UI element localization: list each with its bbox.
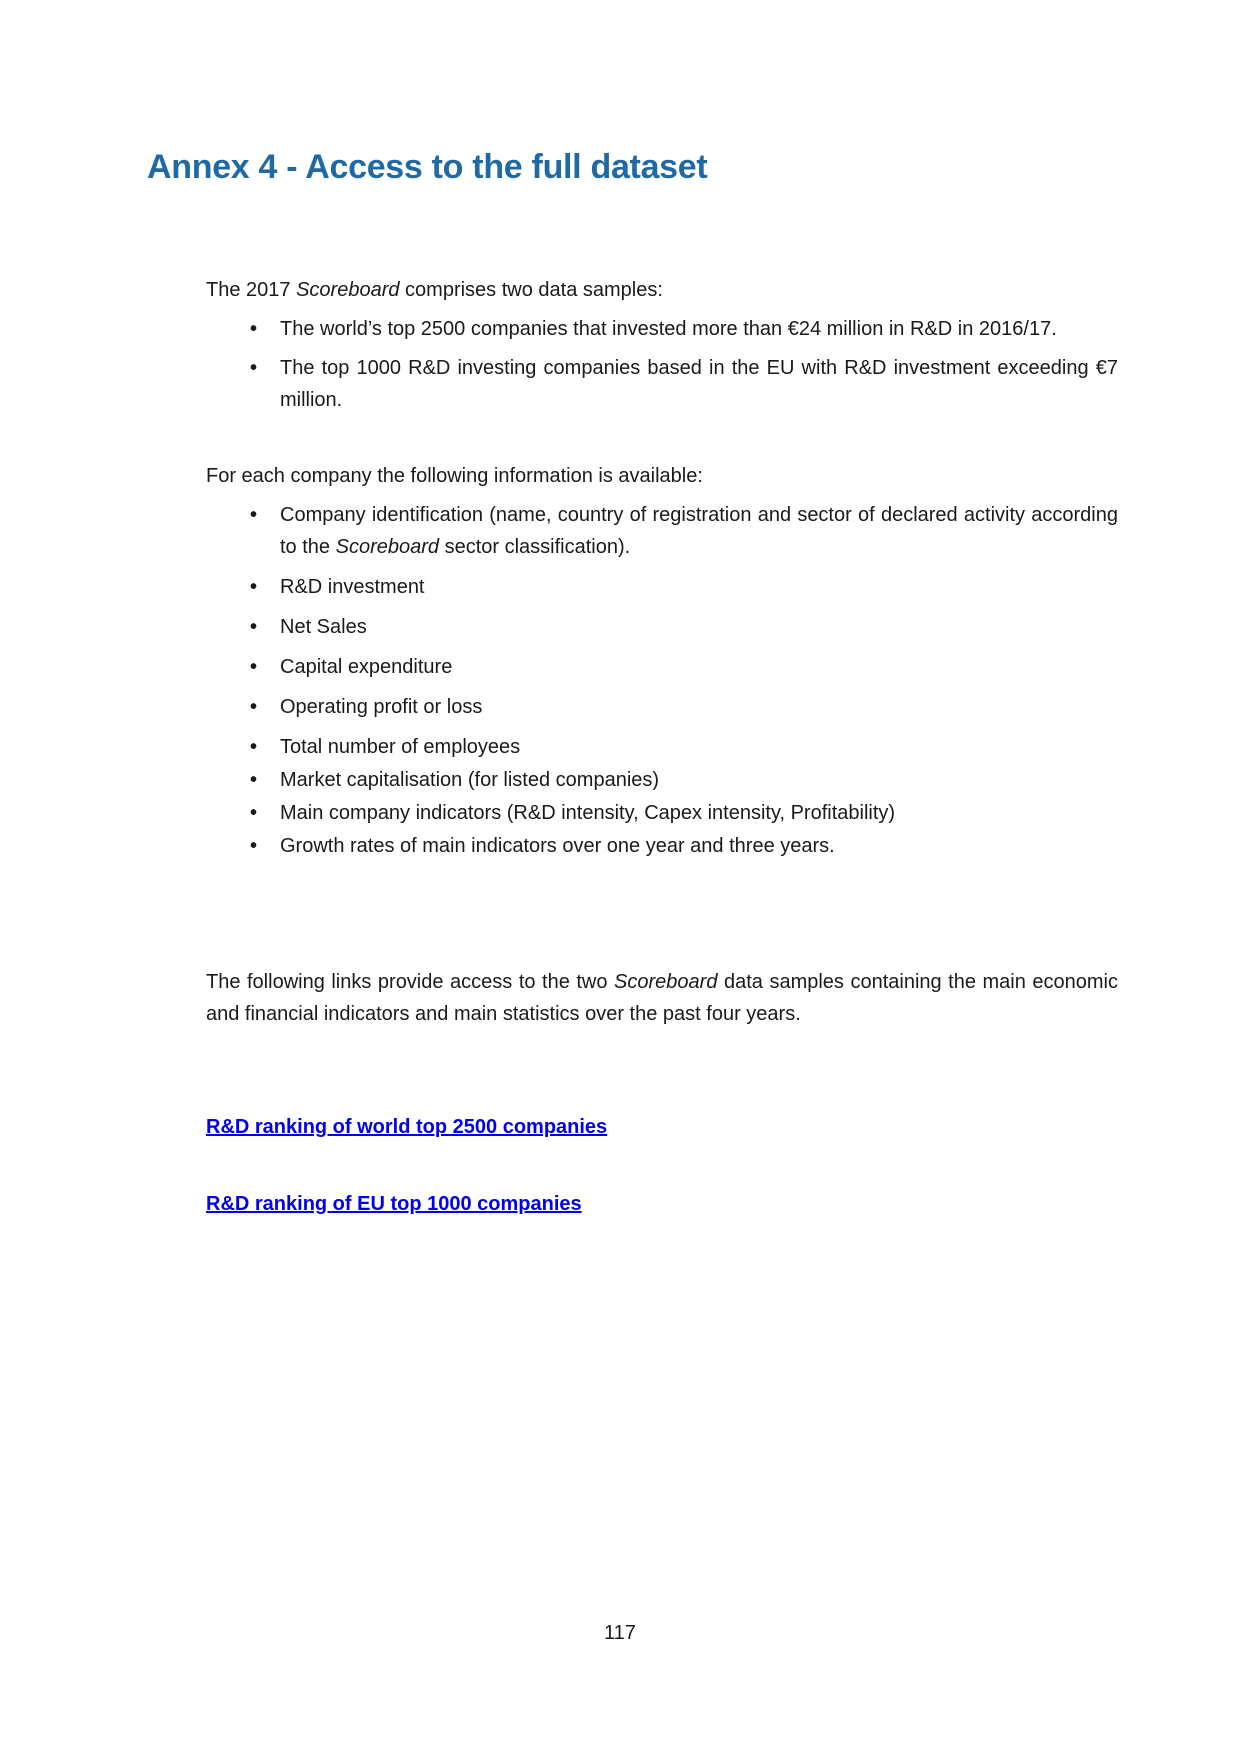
intro-text-after: comprises two data samples: — [399, 279, 663, 301]
list-item — [206, 691, 1118, 723]
info-list — [206, 499, 1118, 863]
bullet-icon: • — [250, 802, 258, 824]
intro-text-italic: Scoreboard — [296, 279, 400, 301]
list-item-text: Market capitalisation (for listed companies) — [280, 769, 660, 791]
bullet-icon: • — [250, 616, 258, 638]
page-title: Annex 4 - Access to the full dataset — [147, 148, 708, 186]
list-item-text-after: sector classification). — [439, 536, 631, 558]
list-item — [206, 313, 1118, 345]
list-item — [206, 764, 1118, 796]
links-text-before: The following links provide access to the two — [206, 971, 615, 993]
list-item-text: R&D investment — [280, 576, 425, 598]
links-paragraph — [206, 966, 1118, 1030]
list-item — [206, 651, 1118, 683]
list-item-text-italic: Scoreboard — [335, 536, 440, 558]
list-item-text: Main company indicators (R&D intensity, Capex intensity, Profitability) — [280, 802, 896, 824]
links-text-after: data samples containing the main economic and financial indicators and main statistics over the past four years. — [206, 971, 1119, 1025]
list-item-text-before: Company identification (name, country of registration and sector of declared activity according to the — [280, 504, 1118, 558]
bullet-icon: • — [250, 696, 258, 718]
links-text-italic: Scoreboard — [614, 971, 718, 993]
list-item-text: The top 1000 R&D investing companies based in the EU with R&D investment exceeding €7 million. — [280, 357, 1118, 411]
list-item-text: Net Sales — [280, 616, 367, 638]
list-item-text: Operating profit or loss — [280, 696, 483, 718]
list-item-text: Capital expenditure — [280, 656, 453, 678]
page-number: 117 — [604, 1622, 636, 1644]
bullet-icon: • — [250, 318, 258, 340]
world-top-2500-link[interactable]: R&D ranking of world top 2500 companies — [206, 1116, 608, 1138]
list-item-text: The world’s top 2500 companies that invested more than €24 million in R&D in 2016/17. — [280, 318, 1057, 340]
list-item — [206, 571, 1118, 603]
list-item — [206, 797, 1118, 829]
intro-paragraph — [206, 274, 1118, 306]
list-item — [206, 830, 1118, 862]
list-item-text: Growth rates of main indicators over one year and three years. — [280, 835, 835, 857]
bullet-icon: • — [250, 357, 258, 379]
list-item-text: Total number of employees — [280, 736, 521, 758]
samples-list — [206, 313, 1118, 423]
bullet-icon: • — [250, 835, 258, 857]
bullet-icon: • — [250, 576, 258, 598]
bullet-icon: • — [250, 736, 258, 758]
bullet-icon: • — [250, 656, 258, 678]
list-item — [206, 611, 1118, 643]
list-item — [206, 352, 1118, 416]
bullet-icon: • — [250, 769, 258, 791]
eu-top-1000-link[interactable]: R&D ranking of EU top 1000 companies — [206, 1193, 582, 1215]
bullet-icon: • — [250, 504, 258, 526]
info-intro-paragraph: For each company the following information is available: — [206, 465, 703, 487]
list-item — [206, 499, 1118, 563]
intro-text-before: The 2017 — [206, 279, 297, 301]
list-item — [206, 731, 1118, 763]
